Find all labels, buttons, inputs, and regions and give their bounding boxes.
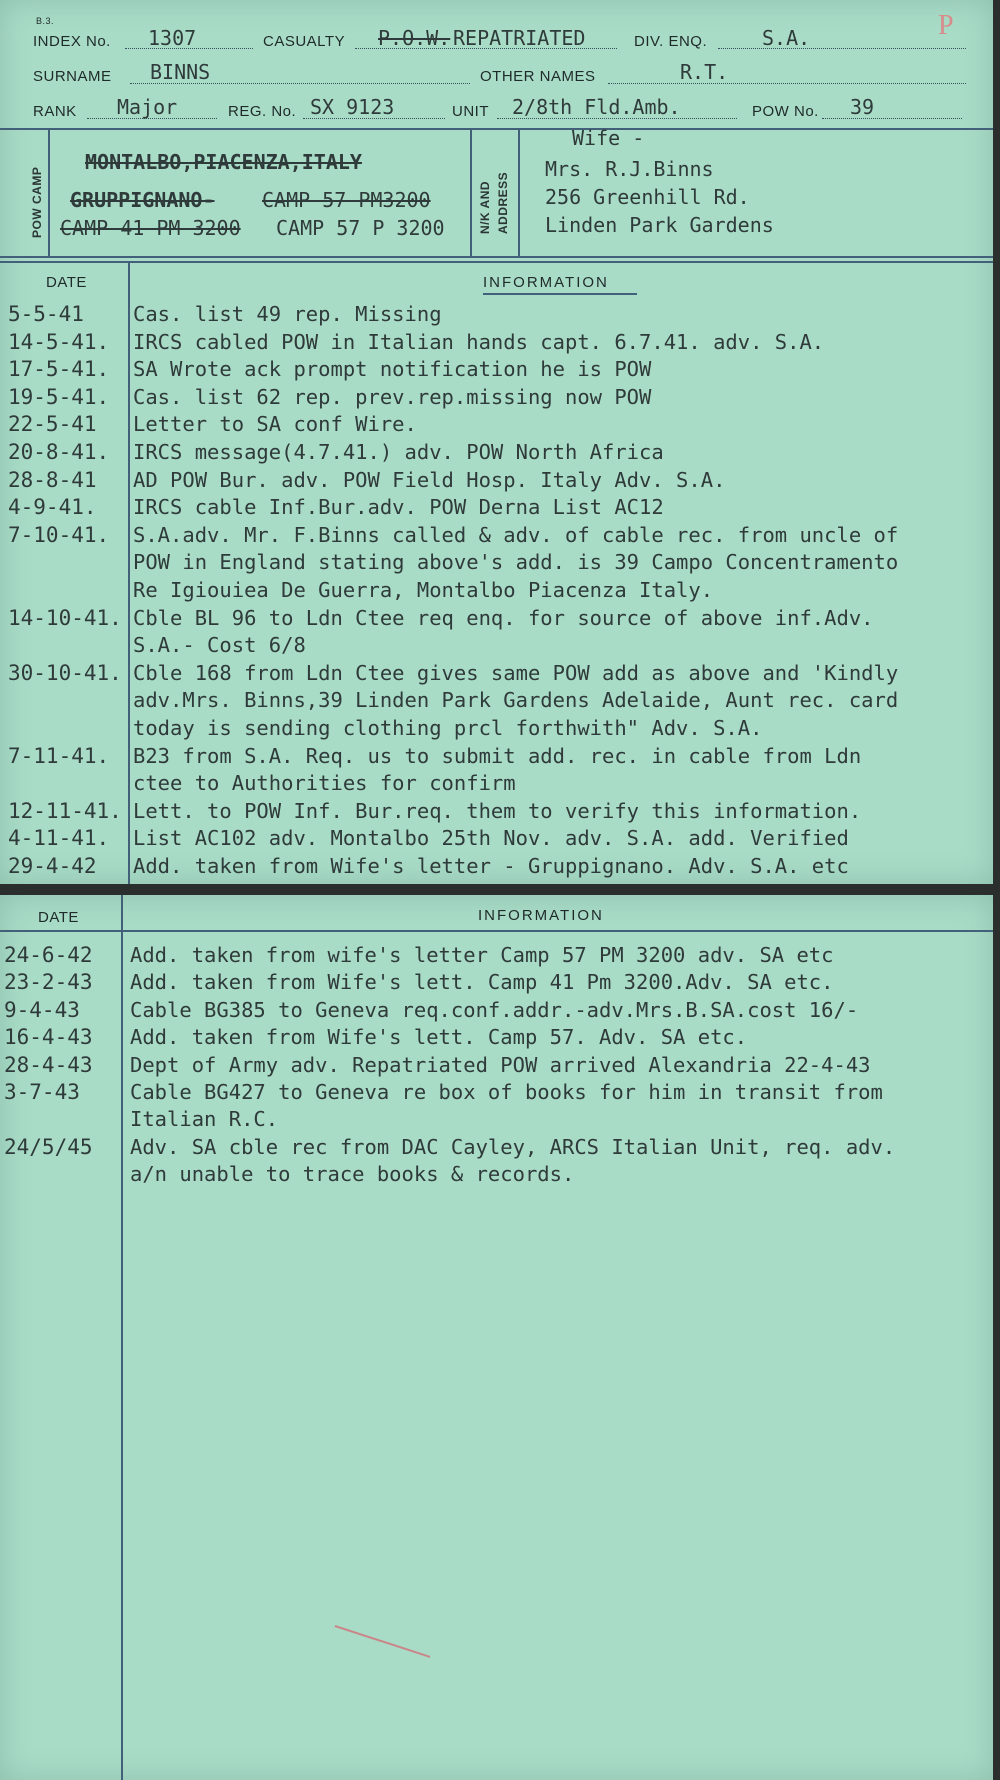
entry-information: Italian R.C.: [130, 1107, 279, 1132]
entry-date: 28-8-41: [8, 467, 97, 492]
entry-date: 24/5/45: [4, 1134, 93, 1159]
entry-information: a/n unable to trace books & records.: [130, 1162, 575, 1187]
entry-date: 14-5-41.: [8, 329, 110, 354]
entry-information: Letter to SA conf Wire.: [133, 412, 417, 437]
entry-information: IRCS cable Inf.Bur.adv. POW Derna List AC12: [133, 495, 664, 520]
nk-address-line: Wife -: [572, 126, 645, 150]
index-value: 1307: [148, 26, 197, 50]
other-names-value: R.T.: [680, 60, 729, 84]
entry-information: S.A.adv. Mr. F.Binns called & adv. of cable rec. from uncle of: [133, 522, 899, 547]
nk-address-line: 256 Greenhill Rd.: [545, 185, 750, 209]
table-row: [0, 943, 993, 971]
table-row: [0, 854, 993, 882]
pow-camp-label: POW CAMP: [30, 166, 44, 238]
entry-information: Dept of Army adv. Repatriated POW arrived Alexandria 22-4-43: [130, 1052, 871, 1077]
pow-no-label: POW No.: [752, 103, 819, 120]
entry-information: today is sending clothing prcl forthwith" Adv. S.A.: [133, 716, 763, 740]
section-rule: [0, 256, 993, 258]
surname-value: BINNS: [150, 60, 211, 84]
table-row: [0, 1107, 993, 1135]
entry-information: AD POW Bur. adv. POW Field Hosp. Italy Adv. S.A.: [133, 467, 726, 492]
entry-date: 23-2-43: [4, 970, 93, 995]
table-row: [0, 661, 993, 689]
pow-camp-line2-struck-b: CAMP 57 PM3200: [262, 188, 431, 212]
entry-date: 20-8-41.: [8, 440, 110, 464]
rank-label: RANK: [33, 103, 77, 120]
table-row: [0, 826, 993, 854]
table-row: [0, 578, 993, 606]
entry-information: Re Igiouiea De Guerra, Montalbo Piacenza Italy.: [133, 578, 714, 602]
pow-camp-line3-struck: CAMP 41 PM 3200: [60, 216, 241, 240]
entry-information: Add. taken from Wife's lett. Camp 41 Pm 3200.Adv. SA etc.: [130, 970, 834, 995]
entry-date: 19-5-41.: [8, 384, 110, 409]
header-rule: [0, 930, 993, 932]
entry-date: 24-6-42: [4, 943, 93, 967]
other-names-label: OTHER NAMES: [480, 68, 596, 85]
entry-information: IRCS message(4.7.41.) adv. POW North Africa: [133, 440, 664, 464]
entry-information: adv.Mrs. Binns,39 Linden Park Gardens Adelaide, Aunt rec. card: [133, 688, 899, 713]
table-row: [0, 523, 993, 551]
table-row: [0, 716, 993, 744]
entry-information: POW in England stating above's add. is 39 Campo Concentramento: [133, 550, 899, 575]
table-row: [0, 1162, 993, 1190]
card-code: B.3.: [36, 16, 55, 26]
nk-address-line: Mrs. R.J.Binns: [545, 157, 714, 181]
entry-information: List AC102 adv. Montalbo 25th Nov. adv. S.A. add. Verified: [133, 826, 849, 851]
table-row: [0, 302, 993, 330]
table-row: [0, 1025, 993, 1053]
entry-date: 12-11-41.: [8, 798, 122, 823]
table-row: [0, 688, 993, 716]
entry-date: 29-4-42: [8, 854, 97, 878]
date-column-header: DATE: [46, 274, 87, 291]
entry-information: ctee to Authorities for confirm: [133, 771, 516, 796]
table-row: [0, 468, 993, 496]
pow-camp-line2-struck-a: GRUPPIGNANO-: [70, 188, 215, 212]
table-row: [0, 550, 993, 578]
table-row: [0, 1053, 993, 1081]
index-card-back: [0, 895, 993, 1780]
entry-information: Cas. list 62 rep. prev.rep.missing now POW: [133, 384, 652, 409]
table-row: [0, 330, 993, 358]
entry-information: Cas. list 49 rep. Missing: [133, 302, 442, 326]
casualty-label: CASUALTY: [263, 33, 346, 50]
ink-mark: [335, 1625, 431, 1657]
entry-date: 4-9-41.: [8, 495, 97, 520]
pow-camp-line1-struck: MONTALBO,PIACENZA,ITALY: [85, 150, 362, 174]
surname-label: SURNAME: [33, 68, 112, 85]
table-row: [0, 970, 993, 998]
entry-date: 30-10-41.: [8, 660, 122, 685]
entry-information: Add. taken from Wife's letter - Gruppignano. Adv. S.A. etc: [133, 854, 849, 878]
table-row: [0, 357, 993, 385]
entry-information: IRCS cabled POW in Italian hands capt. 6.7.41. adv. S.A.: [133, 329, 825, 354]
unit-value: 2/8th Fld.Amb.: [512, 95, 681, 119]
table-row: [0, 412, 993, 440]
entry-date: 16-4-43: [4, 1025, 93, 1050]
index-card-front: [0, 0, 993, 884]
unit-label: UNIT: [452, 103, 489, 120]
entry-date: 17-5-41.: [8, 357, 110, 382]
table-row: [0, 799, 993, 827]
entry-information: Cable BG427 to Geneva re box of books for him in transit from: [130, 1080, 883, 1104]
entry-information: Lett. to POW Inf. Bur.req. them to verify this information.: [133, 798, 862, 823]
entry-information: Add. taken from Wife's lett. Camp 57. Adv. SA etc.: [130, 1025, 748, 1050]
entry-date: 5-5-41: [8, 302, 84, 326]
entry-information: Cble BL 96 to Ldn Ctee req enq. for source of above inf.Adv.: [133, 605, 874, 630]
entry-information: Cble 168 from Ldn Ctee gives same POW add as above and 'Kindly: [133, 660, 899, 685]
entry-date: 14-10-41.: [8, 605, 122, 630]
rank-value: Major: [117, 95, 178, 119]
entry-date: 7-10-41.: [8, 522, 110, 547]
entry-date: 9-4-43: [4, 997, 80, 1022]
entry-date: 28-4-43: [4, 1052, 93, 1077]
nk-label-1: N/K AND: [478, 180, 492, 234]
nk-label-2: ADDRESS: [496, 171, 510, 234]
div-enq-label: DIV. ENQ.: [634, 33, 708, 50]
pow-camp-current: CAMP 57 P 3200: [276, 216, 445, 240]
table-row: [0, 1135, 993, 1163]
div-enq-value: S.A.: [762, 26, 811, 50]
information-column-header: INFORMATION: [478, 907, 604, 924]
index-label: INDEX No.: [33, 33, 111, 50]
casualty-struck-value: P.O.W.: [378, 26, 451, 50]
entry-date: 7-11-41.: [8, 743, 110, 768]
date-column-header: DATE: [38, 909, 79, 926]
table-row: [0, 633, 993, 661]
table-row: [0, 495, 993, 523]
table-row: [0, 606, 993, 634]
table-row: [0, 771, 993, 799]
reg-no-value: SX 9123: [310, 95, 395, 119]
reg-no-label: REG. No.: [228, 103, 297, 120]
entry-information: Adv. SA cble rec from DAC Cayley, ARCS Italian Unit, req. adv.: [130, 1134, 896, 1159]
entry-date: 4-11-41.: [8, 826, 110, 851]
entry-information: S.A.- Cost 6/8: [133, 633, 306, 658]
entry-information: B23 from S.A. Req. us to submit add. rec. in cable from Ldn: [133, 743, 862, 768]
pow-no-value: 39: [850, 95, 875, 119]
entry-information: Add. taken from wife's letter Camp 57 PM 3200 adv. SA etc: [130, 943, 834, 967]
entry-date: 3-7-43: [4, 1080, 80, 1104]
corner-mark: P: [938, 10, 955, 41]
table-row: [0, 440, 993, 468]
table-row: [0, 385, 993, 413]
table-row: [0, 744, 993, 772]
casualty-value: REPATRIATED: [453, 26, 586, 50]
table-row: [0, 998, 993, 1026]
table-row: [0, 1080, 993, 1108]
information-column-header: INFORMATION: [483, 274, 609, 291]
entry-date: 22-5-41: [8, 412, 97, 437]
header-divider: [0, 128, 993, 130]
entry-information: SA Wrote ack prompt notification he is POW: [133, 357, 652, 382]
entry-information: Cable BG385 to Geneva req.conf.addr.-adv.Mrs.B.SA.cost 16/-: [130, 997, 859, 1022]
nk-address-line: Linden Park Gardens: [545, 213, 774, 237]
